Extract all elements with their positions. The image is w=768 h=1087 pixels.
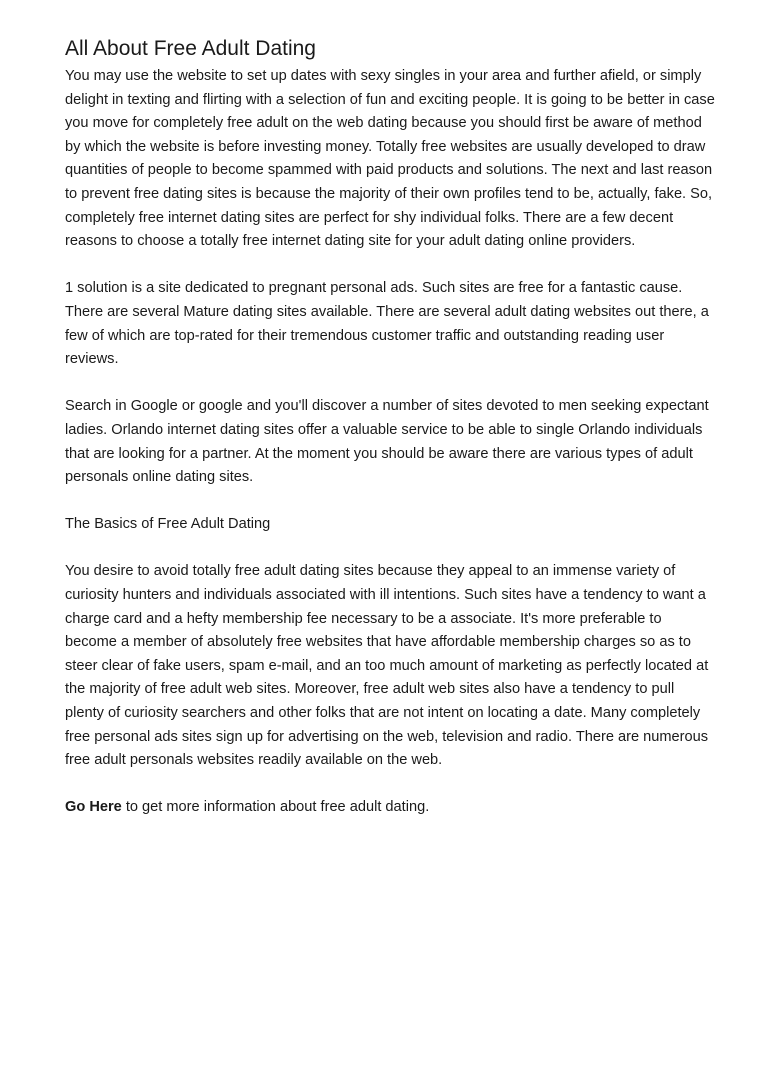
paragraph-search-google: Search in Google or google and you'll discover a number of sites devoted to men seeking expectant ladies. Orlando internet dating sites offer a valuable service to be able to single Orlando individuals that are looking for a partner. At the moment you should be aware there are various types of adult personals online dating sites. xyxy=(65,398,709,486)
closing-rest-text: to get more information about free adult dating. xyxy=(121,799,430,816)
paragraph-avoid-sites: You desire to avoid totally free adult dating sites because they appeal to an immense variety of curiosity hunters and individuals associated with ill intentions. Such sites have a tendency to want a charge card and a hefty membership fee necessary to be a associate. It's more preferable to become a member of absolutely free websites that have affordable membership charges so as to steer clear of fake users, spam e-mail, and an too much amount of marketing as perfectly located at the majority of free adult web sites. Moreover, free adult web sites also have a tendency to pull plenty of curiosity searchers and other folks that are not intent on locating a date. Many completely free personal ads sites sign up for advertising on the web, television and radio. There are numerous free adult personals websites readily available on the web. xyxy=(65,563,709,769)
paragraph-pregnant-personals: 1 solution is a site dedicated to pregnant personal ads. Such sites are free for a fantastic cause. There are several Mature dating sites available. There are several adult dating websites out there, a few of which are top-rated for their tremendous customer traffic and outstanding reading user reviews. xyxy=(65,280,709,368)
document-page xyxy=(65,36,715,820)
paragraph-intro: You may use the website to set up dates with sexy singles in your area and further afield, or simply delight in texting and flirting with a selection of fun and exciting people. It is going to be better in case you move for completely free adult on the web dating because you should first be aware of method by which the website is before investing money. Totally free websites are usually developed to draw quantities of people to become spammed with paid products and solutions. The next and last reason to prevent free dating sites is because the majority of their own profiles tend to be, actually, fake. So, completely free internet dating sites are perfect for shy individual folks. There are a few decent reasons to choose a totally free internet dating site for your adult dating online providers. xyxy=(65,68,715,250)
section-subheading: The Basics of Free Adult Dating xyxy=(65,516,271,533)
go-here-link[interactable]: Go Here xyxy=(65,799,122,816)
closing-line xyxy=(65,796,715,820)
document-title: All About Free Adult Dating xyxy=(65,37,316,60)
